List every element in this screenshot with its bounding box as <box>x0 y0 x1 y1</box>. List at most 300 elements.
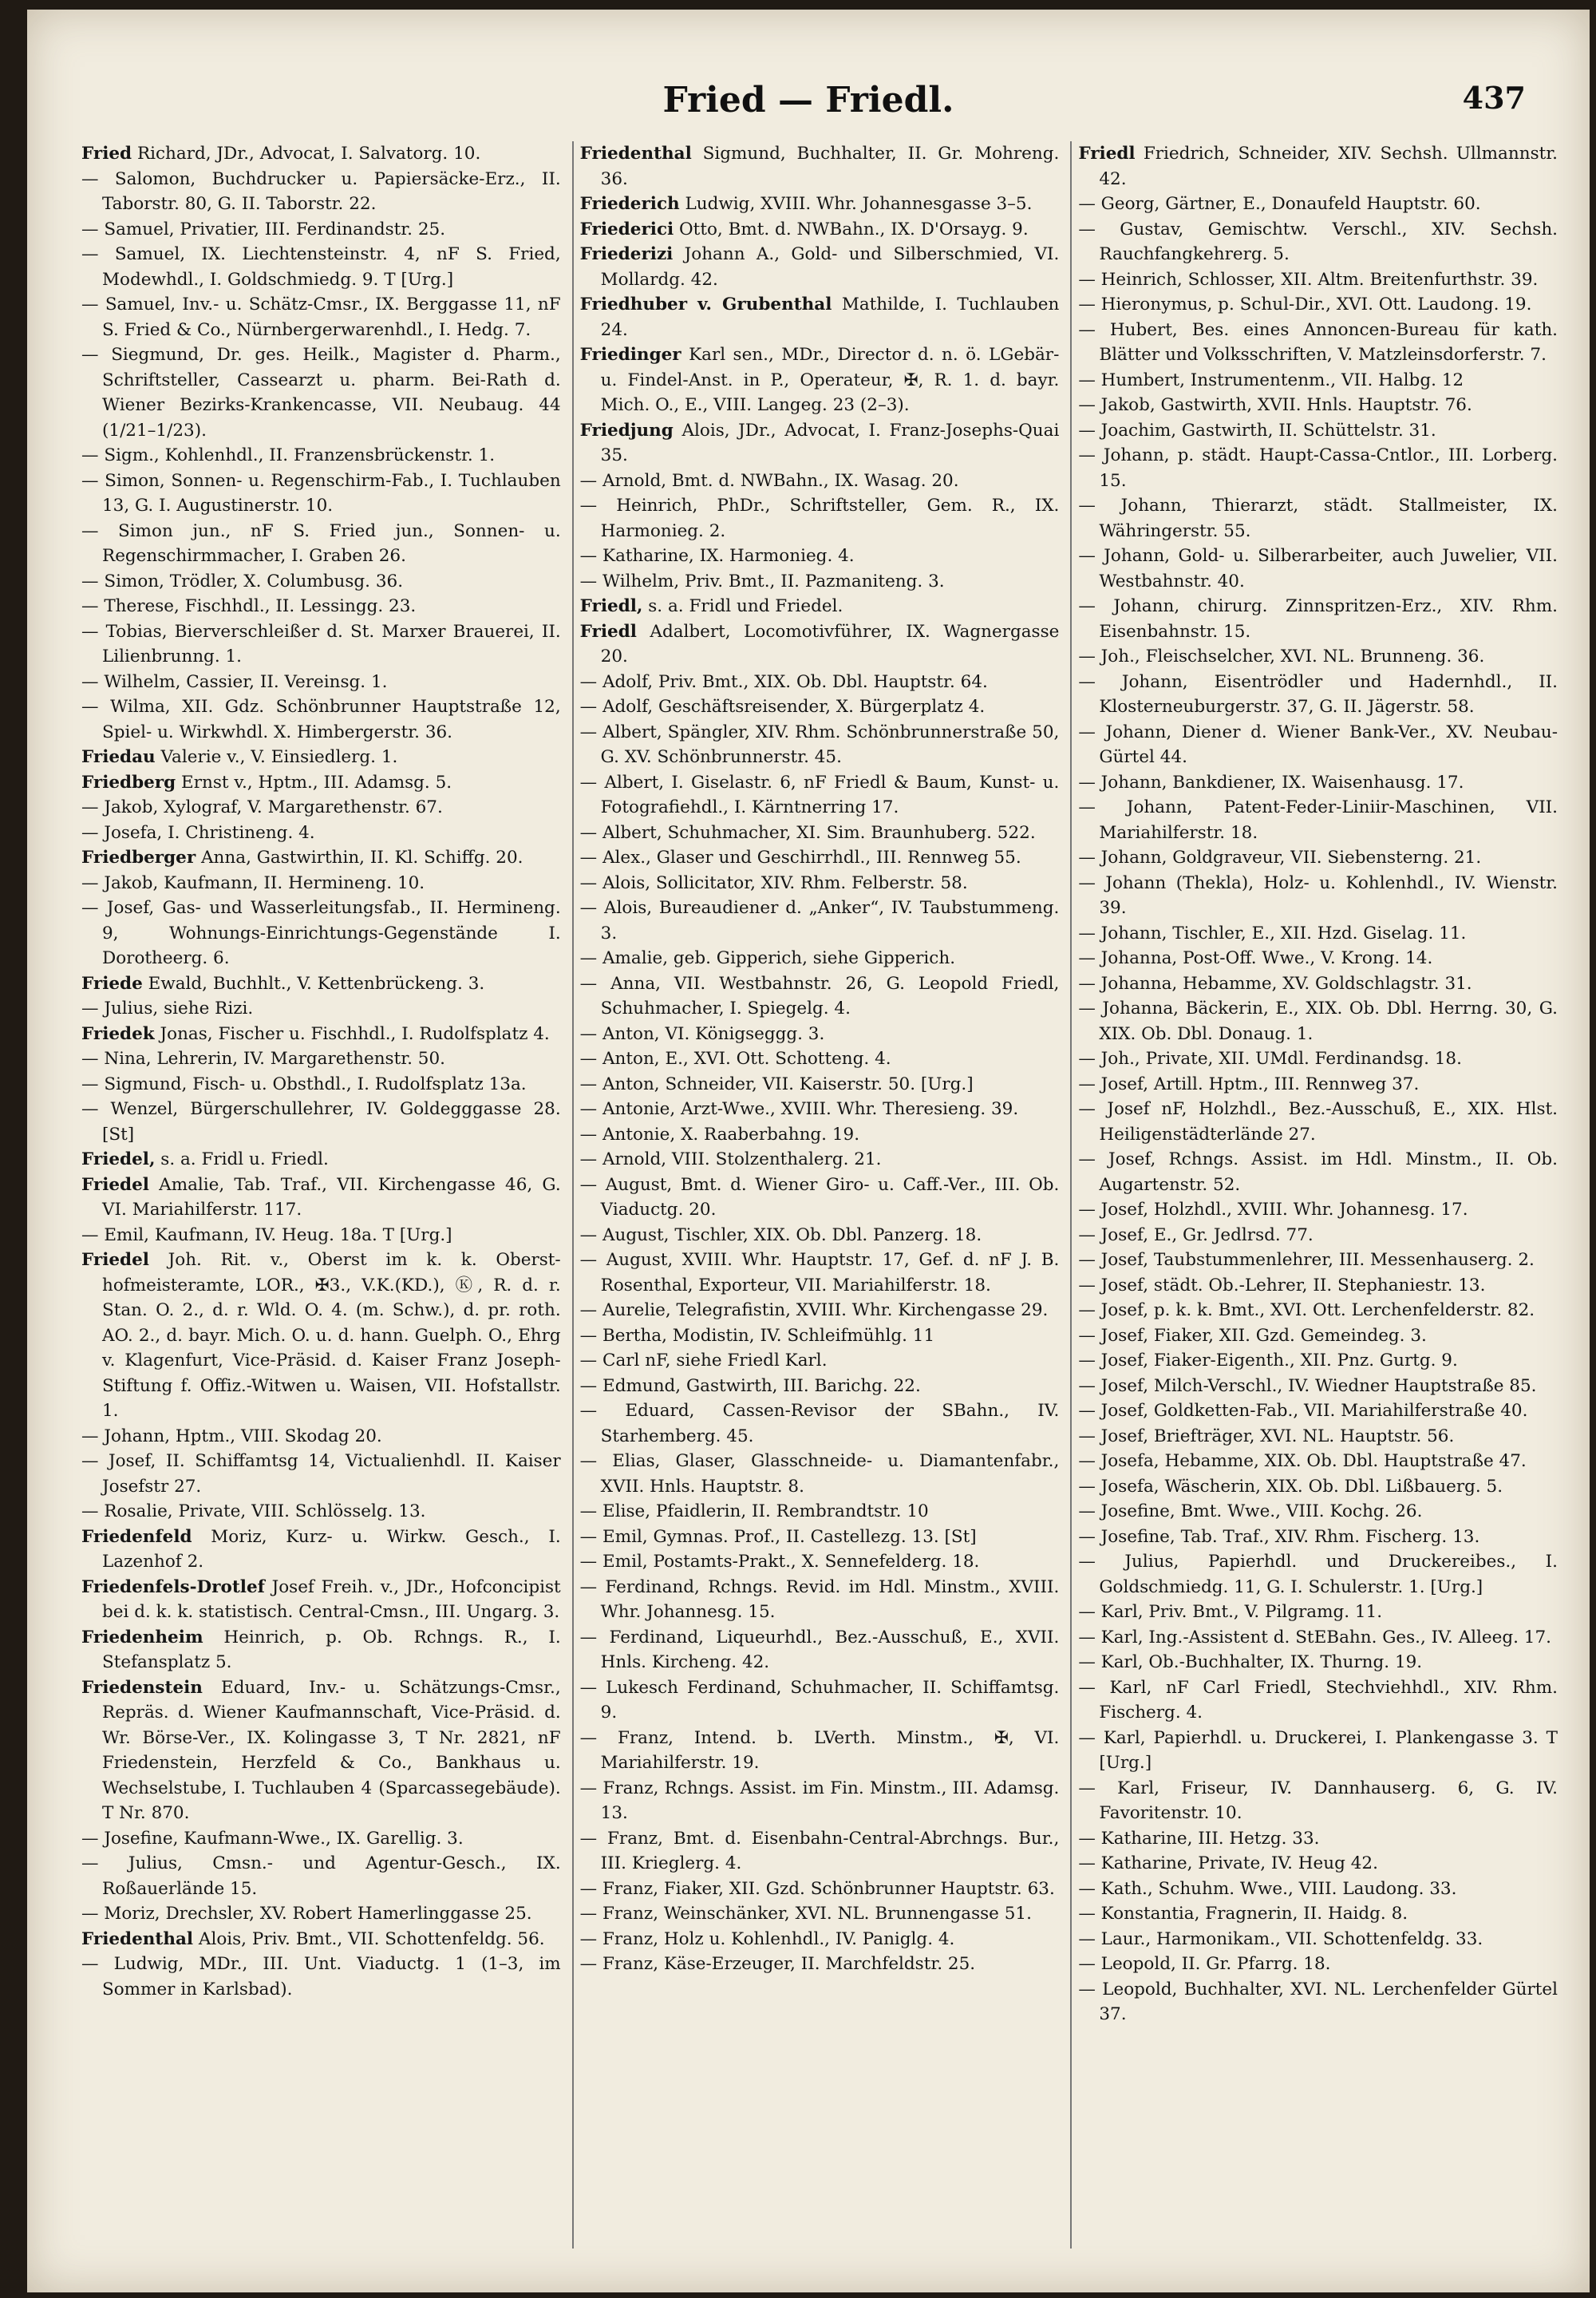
directory-entry <box>1078 1424 1558 1450</box>
directory-entry <box>1078 1223 1558 1248</box>
directory-entry <box>580 871 1060 896</box>
entry-details: — Karl, nF Carl Friedl, Stechviehhdl., XIV. Rhm. Fischerg. 4. <box>1078 1677 1558 1723</box>
directory-entry <box>81 1927 561 1952</box>
entry-details: — Karl, Papierhdl. u. Druckerei, I. Plankengasse 3. T [Urg.] <box>1078 1727 1558 1773</box>
entry-details: — Heinrich, Schlosser, XII. Altm. Breitenfurthstr. 39. <box>1078 269 1539 290</box>
entry-details: — Josef, p. k. k. Bmt., XVI. Ott. Lerchenfelderstr. 82. <box>1078 1300 1535 1320</box>
entry-details: — Emil, Postamts-Prakt., X. Sennefelderg. 18. <box>579 1552 980 1572</box>
directory-entry <box>580 1525 1060 1550</box>
directory-entry <box>1078 267 1558 293</box>
entry-details: — Samuel, Inv.- u. Schätz-Cmsr., IX. Berggasse 11, nF S. Fried & Co., Nürnbergerwarenhdl., I. Hedg. 7. <box>81 295 561 340</box>
entry-details: — Moriz, Drechsler, XV. Robert Hamerlinggasse 25. <box>81 1904 532 1924</box>
entry-details: — August, XVIII. Whr. Hauptstr. 17, Gef. d. nF J. B. Rosenthal, Exporteur, VII. Mariahilferstr. 18. <box>579 1250 1060 1295</box>
entry-details: — Heinrich, PhDr., Schriftsteller, Gem. R., IX. Harmonieg. 2. <box>579 496 1060 541</box>
entry-details: — Johann, chirurg. Zinnspritzen-Erz., XIV. Rhm. Eisenbahnstr. 15. <box>1078 596 1558 642</box>
directory-entry <box>81 770 561 796</box>
entry-details: s. a. Fridl u. Friedl. <box>160 1149 329 1169</box>
entry-surname: Friederici <box>579 219 674 239</box>
entry-details: — Arnold, Bmt. d. NWBahn., IX. Wasag. 20. <box>579 470 959 491</box>
directory-entry <box>81 342 561 443</box>
entry-surname: Friedenheim <box>81 1627 203 1647</box>
entry-details: — Hubert, Bes. eines Annoncen-Bureau für kath. Blätter und Volksschriften, V. Matzleinsdorferstr. 7. <box>1078 319 1558 365</box>
entry-details: Mathilde, I. Tuchlauben 24. <box>600 295 1060 340</box>
directory-entry <box>580 1549 1060 1575</box>
entry-details: Alois, JDr., Advocat, I. Franz-Josephs-Quai 35. <box>600 420 1060 465</box>
entry-surname: Friedberg <box>81 772 176 793</box>
entry-details: — Elise, Pfaidlerin, II. Rembrandtstr. 10 <box>579 1501 929 1521</box>
directory-entry <box>1078 1273 1558 1299</box>
entry-details: — Josef, Artill. Hptm., III. Rennweg 37. <box>1078 1074 1420 1094</box>
directory-entry <box>1078 1952 1558 1977</box>
directory-entry <box>580 1625 1060 1675</box>
entry-surname: Friedhuber v. Grubenthal <box>579 295 832 314</box>
entry-details: — Josef, Briefträger, XVI. NL. Hauptstr. 56. <box>1078 1426 1455 1446</box>
entry-surname: Friedl, <box>579 596 643 616</box>
directory-entry <box>1078 1197 1558 1223</box>
entry-details: — Franz, Rchngs. Assist. im Fin. Minstm., III. Adamsg. 13. <box>579 1778 1060 1823</box>
entry-details: — Sigm., Kohlenhdl., II. Franzensbrückenstr. 1. <box>81 445 496 465</box>
directory-entry <box>81 670 561 695</box>
entry-details: — Anton, Schneider, VII. Kaiserstr. 50. [Urg.] <box>579 1074 974 1094</box>
directory-entry <box>1078 141 1558 192</box>
directory-entry <box>1078 292 1558 318</box>
entry-details: — Johann, p. städt. Haupt-Cassa-Cntlor., III. Lorberg. 15. <box>1078 445 1558 491</box>
directory-entry <box>580 1022 1060 1047</box>
entry-details: — Samuel, Privatier, III. Ferdinandstr. 25. <box>81 219 446 239</box>
entry-details: — Franz, Bmt. d. Eisenbahn-Central-Abrchngs. Bur., III. Krieglerg. 4. <box>579 1828 1060 1873</box>
entry-details: — Laur., Harmonikam., VII. Schottenfeldg. 33. <box>1078 1928 1483 1949</box>
entry-surname: Friedenthal <box>579 144 692 164</box>
directory-entry <box>580 1952 1060 1977</box>
entry-details: — Katharine, IX. Harmonieg. 4. <box>579 546 855 566</box>
entry-details: — Gustav, Gemischtw. Verschl., XIV. Sechsh. Rauchfangkehrerg. 5. <box>1078 219 1558 264</box>
entry-details: — Jakob, Xylograf, V. Margarethenstr. 67. <box>81 797 443 817</box>
directory-entry <box>1078 1549 1558 1600</box>
entry-surname: Friedel, <box>81 1149 156 1169</box>
entry-details: Amalie, Tab. Traf., VII. Kirchengasse 46, G. VI. Mariahilferstr. 117. <box>102 1174 561 1220</box>
directory-entry <box>1078 1600 1558 1625</box>
directory-entry <box>580 418 1060 469</box>
entry-details: — August, Bmt. d. Wiener Giro- u. Caff.-Ver., III. Ob. Viaductg. 20. <box>579 1174 1060 1220</box>
entry-details: — Leopold, II. Gr. Pfarrg. 18. <box>1078 1954 1331 1974</box>
directory-entry <box>1078 1474 1558 1500</box>
directory-entry <box>1078 368 1558 394</box>
directory-entry <box>580 1072 1060 1098</box>
directory-entry <box>1078 1877 1558 1902</box>
entry-details: Alois, Priv. Bmt., VII. Schottenfeldg. 56. <box>198 1928 545 1949</box>
directory-entry <box>580 1499 1060 1525</box>
entry-details: — Julius, Cmsn.- und Agentur-Gesch., IX. Roßauerlände 15. <box>81 1853 561 1899</box>
directory-entry <box>580 670 1060 695</box>
directory-entry <box>1078 644 1558 670</box>
entry-details: — Johanna, Hebamme, XV. Goldschlagstr. 31. <box>1078 973 1472 994</box>
directory-entry <box>1078 493 1558 544</box>
directory-entry <box>81 569 561 595</box>
directory-entry <box>81 971 561 997</box>
entry-details: — Johann, Bankdiener, IX. Waisenhausg. 17. <box>1078 772 1464 793</box>
directory-entry <box>81 1223 561 1248</box>
directory-entry <box>1078 1977 1558 2027</box>
entry-surname: Friederizi <box>579 244 674 264</box>
entry-details: — Josefa, Wäscherin, XIX. Ob. Dbl. Lißbauerg. 5. <box>1078 1476 1503 1497</box>
directory-entry <box>81 1173 561 1223</box>
entry-details: — Julius, Papierhdl. und Druckereibes., I. Goldschmiedg. 11, G. I. Schulerstr. 1. [Urg.] <box>1078 1552 1558 1597</box>
entry-details: — Karl, Ing.-Assistent d. StEBahn. Ges., IV. Alleeg. 17. <box>1078 1627 1551 1647</box>
directory-entry <box>580 946 1060 971</box>
entry-details: Friedrich, Schneider, XIV. Sechsh. Ullmannstr. 42. <box>1099 144 1558 189</box>
directory-entry <box>580 1776 1060 1826</box>
entry-details: — Sigmund, Fisch- u. Obsthdl., I. Rudolfsplatz 13a. <box>81 1074 527 1094</box>
entry-details: — Rosalie, Private, VIII. Schlösselg. 13. <box>81 1501 426 1521</box>
directory-entry <box>1078 871 1558 921</box>
directory-entry <box>580 1675 1060 1726</box>
entry-details: — Joh., Private, XII. UMdl. Ferdinandsg. 18. <box>1078 1049 1462 1069</box>
entry-surname: Friedek <box>81 1023 155 1044</box>
entry-details: — Ferdinand, Liqueurhdl., Bez.-Ausschuß, E., XVII. Hnls. Kircheng. 42. <box>579 1627 1060 1672</box>
directory-entry <box>1078 1348 1558 1374</box>
entry-surname: Friedberger <box>81 848 196 868</box>
entry-surname: Friedenfeld <box>81 1526 192 1547</box>
entry-details: Ernst v., Hptm., III. Adamsg. 5. <box>181 772 452 793</box>
entry-details: Heinrich, p. Ob. Rchngs. R., I. Stefansplatz 5. <box>102 1627 561 1672</box>
entry-details: — Amalie, geb. Gipperich, siehe Gipperich. <box>579 948 956 968</box>
entry-details: Johann A., Gold- und Silberschmied, VI. Mollardg. 42. <box>600 244 1060 290</box>
directory-entry <box>1078 971 1558 997</box>
entry-details: — Therese, Fischhdl., II. Lessingg. 23. <box>81 596 417 616</box>
entry-details: — Anton, E., XVI. Ott. Schotteng. 4. <box>579 1049 891 1069</box>
directory-entry <box>81 795 561 821</box>
entry-details: Josef Freih. v., JDr., Hofconcipist bei d. k. k. statistisch. Central-Cmsn., III. Ungarg. 3. <box>102 1576 561 1622</box>
directory-entry <box>81 871 561 896</box>
directory-entry <box>81 141 561 167</box>
directory-entry <box>580 1223 1060 1248</box>
entry-details: — Simon, Sonnen- u. Regenschirm-Fab., I. Tuchlauben 13, G. I. Augustinerstr. 10. <box>81 470 561 516</box>
directory-entry <box>1078 1826 1558 1852</box>
entry-details: — Kath., Schuhm. Wwe., VIII. Laudong. 33. <box>1078 1878 1457 1899</box>
entry-surname: Friede <box>81 973 143 994</box>
entry-details: — Josefa, I. Christineng. 4. <box>81 822 315 843</box>
directory-entry <box>1078 1625 1558 1651</box>
entry-details: — Simon jun., nF S. Fried jun., Sonnen- u. Regenschirmmacher, I. Graben 26. <box>81 520 561 566</box>
entry-details: — Lukesch Ferdinand, Schuhmacher, II. Schiffamtsg. 9. <box>579 1677 1060 1723</box>
directory-entry <box>580 141 1060 192</box>
directory-entry <box>1078 946 1558 971</box>
entry-details: — Emil, Kaufmann, IV. Heug. 18a. T [Urg.] <box>81 1224 452 1245</box>
directory-entry <box>580 694 1060 720</box>
entry-surname: Friedenthal <box>81 1928 194 1949</box>
directory-entry <box>1078 996 1558 1046</box>
entry-details: — Carl nF, siehe Friedl Karl. <box>579 1351 828 1370</box>
entry-details: Sigmund, Buchhalter, II. Gr. Mohreng. 36. <box>600 144 1060 189</box>
directory-entry <box>1078 1675 1558 1726</box>
entry-details: — Josef, Gas- und Wasserleitungsfab., II. Hermineng. 9, Wohnungs-Einrichtungs-Gegenstände I. Dorotheerg. 6. <box>81 898 561 968</box>
entry-details: — Josef, Fiaker-Eigenth., XII. Pnz. Gurtg. 9. <box>1078 1351 1458 1370</box>
directory-entry <box>81 1248 561 1424</box>
directory-entry <box>580 1122 1060 1148</box>
directory-entry <box>1078 192 1558 217</box>
entry-details: — Josefa, Hebamme, XIX. Ob. Dbl. Hauptstraße 47. <box>1078 1451 1527 1471</box>
entry-details: — August, Tischler, XIX. Ob. Dbl. Panzerg. 18. <box>579 1224 982 1245</box>
directory-entry <box>580 1398 1060 1449</box>
entry-details: — Josefine, Kaufmann-Wwe., IX. Garellig. 3. <box>81 1828 464 1849</box>
entry-details: — Josef, Holzhdl., XVIII. Whr. Johannesg. 17. <box>1078 1200 1468 1220</box>
entry-details: — Johanna, Post-Off. Wwe., V. Krong. 14. <box>1078 948 1433 968</box>
directory-columns <box>81 141 1558 2249</box>
directory-entry <box>580 1901 1060 1927</box>
entry-details: — Josef, Fiaker, XII. Gzd. Gemeindeg. 3. <box>1078 1325 1427 1346</box>
entry-details: — Karl, Priv. Bmt., V. Pilgramg. 11. <box>1078 1602 1383 1622</box>
entry-details: — Josef, Taubstummenlehrer, III. Messenhauserg. 2. <box>1078 1250 1535 1270</box>
entry-surname: Friederich <box>579 194 680 214</box>
entry-details: — Albert, Spängler, XIV. Rhm. Schönbrunnerstraße 50, G. XV. Schönbrunnerstr. 45. <box>579 722 1060 767</box>
entry-details: — Josef, Goldketten-Fab., VII. Mariahilferstraße 40. <box>1078 1401 1528 1421</box>
entry-details: — Jakob, Kaufmann, II. Hermineng. 10. <box>81 872 425 893</box>
directory-entry <box>580 1374 1060 1399</box>
directory-entry <box>81 292 561 342</box>
entry-details: — Johann, Diener d. Wiener Bank-Ver., XV. Neubau-Gürtel 44. <box>1078 722 1558 767</box>
entry-surname: Friedau <box>81 747 156 767</box>
directory-entry <box>580 1097 1060 1122</box>
entry-details: — Bertha, Modistin, IV. Schleifmühlg. 11 <box>579 1325 935 1346</box>
entry-details: — Karl, Ob.-Buchhalter, IX. Thurng. 19. <box>1078 1652 1423 1672</box>
entry-details: — Edmund, Gastwirth, III. Barichg. 22. <box>579 1375 921 1396</box>
entry-details: — Johann, Patent-Feder-Liniir-Maschinen, VII. Mariahilferstr. 18. <box>1078 797 1558 843</box>
entry-surname: Friedel <box>81 1250 149 1270</box>
directory-entry <box>81 1022 561 1047</box>
entry-details: — Joh., Fleischselcher, XVI. NL. Brunneng. 36. <box>1078 647 1485 666</box>
directory-entry <box>580 192 1060 217</box>
entry-details: Ludwig, XVIII. Whr. Johannesgasse 3–5. <box>685 194 1033 214</box>
directory-entry <box>580 493 1060 544</box>
directory-entry <box>81 1826 561 1852</box>
entry-details: Eduard, Inv.- u. Schätzungs-Cmsr., Repräs. d. Wiener Kaufmannschaft, Vice-Präsid. d. Wr. Börse-Ver., IX. Kolingasse 3, T Nr. 2821, nF Friedenstein, Herzfeld & Co., Bankhaus u. Wechselstube, I. Tuchlauben 4 (Sparcassegebäude). T Nr. 870. <box>102 1677 561 1823</box>
entry-details: — Nina, Lehrerin, IV. Margarethenstr. 50. <box>81 1049 446 1069</box>
directory-entry <box>1078 1374 1558 1399</box>
directory-entry <box>81 167 561 217</box>
entry-surname: Friedl <box>579 621 637 642</box>
directory-entry <box>81 1147 561 1173</box>
entry-details: — Albert, Schuhmacher, XI. Sim. Braunhuberg. 522. <box>579 822 1036 843</box>
directory-entry <box>81 821 561 846</box>
entry-details: Jonas, Fischer u. Fischhdl., I. Rudolfsplatz 4. <box>160 1023 550 1044</box>
entry-details: — Adolf, Priv. Bmt., XIX. Ob. Dbl. Hauptstr. 64. <box>579 671 988 692</box>
directory-entry <box>580 469 1060 494</box>
directory-entry <box>580 1726 1060 1776</box>
page-header <box>27 80 1590 128</box>
entry-details: — Siegmund, Dr. ges. Heilk., Magister d. Pharm., Schriftsteller, Cassearzt u. pharm. Bei-Rath d. Wiener Bezirks-Krankencasse, VII. Neubaug. 44 (1/21–1/23). <box>81 345 561 441</box>
directory-entry <box>580 569 1060 595</box>
entry-details: — Adolf, Geschäftsreisender, X. Bürgerplatz 4. <box>579 697 986 717</box>
directory-entry <box>81 469 561 519</box>
directory-entry <box>1078 1901 1558 1927</box>
directory-entry <box>580 1826 1060 1877</box>
directory-entry <box>1078 1525 1558 1550</box>
entry-details: Karl sen., MDr., Director d. n. ö. LGebär- u. Findel-Anst. in P., Operateur, ✠, R. 1. d. bayr. Mich. O., E., VIII. Langeg. 23 (2–3). <box>600 345 1060 415</box>
entry-details: Joh. Rit. v., Oberst im k. k. Oberst-hofmeisteramte, LOR., ✠3., V.K.(KD.), Ⓚ, R. d. r. Stan. O. 2., d. r. Wld. O. 4. (m. Schw.), d. pr. roth. AO. 2., d. bayr. Mich. O. u. d. hann. Guelph. O., Ehrg v. Klagenfurt, Vice-Präsid. d. Kaiser Franz Joseph-Stiftung f. Offiz.-Witwen u. Waisen, VII. Hofstallstr. 1. <box>102 1250 561 1421</box>
entry-surname: Friedel <box>81 1174 149 1195</box>
directory-entry <box>580 342 1060 418</box>
entry-details: Valerie v., V. Einsiedlerg. 1. <box>160 747 398 767</box>
entry-surname: Friedl <box>1078 144 1136 164</box>
directory-entry <box>1078 318 1558 368</box>
directory-entry <box>81 519 561 569</box>
column-left <box>81 141 561 2249</box>
directory-entry <box>1078 845 1558 871</box>
directory-entry <box>1078 1776 1558 1826</box>
entry-details: — Franz, Käse-Erzeuger, II. Marchfeldstr. 25. <box>579 1954 976 1974</box>
directory-entry <box>81 896 561 971</box>
entry-details: — Antonie, X. Raaberbahng. 19. <box>579 1124 860 1145</box>
directory-entry <box>81 1575 561 1625</box>
entry-details: — Alois, Bureaudiener d. „Anker“, IV. Taubstummeng. 3. <box>579 898 1060 943</box>
directory-entry <box>81 1952 561 2002</box>
entry-details: — Wilhelm, Cassier, II. Vereinsg. 1. <box>81 671 388 692</box>
directory-entry <box>580 1147 1060 1173</box>
entry-details: — Albert, I. Giselastr. 6, nF Friedl & Baum, Kunst- u. Fotografiehdl., I. Kärntnerring 17. <box>579 772 1060 817</box>
entry-details: s. a. Fridl und Friedel. <box>648 596 843 616</box>
directory-entry <box>580 1173 1060 1223</box>
entry-details: — Johanna, Bäckerin, E., XIX. Ob. Dbl. Herrng. 30, G. XIX. Ob. Dbl. Donaug. 1. <box>1078 999 1558 1044</box>
directory-entry <box>580 1046 1060 1072</box>
directory-entry <box>1078 1298 1558 1323</box>
entry-details: — Josef, E., Gr. Jedlrsd. 77. <box>1078 1224 1314 1245</box>
directory-entry <box>1078 1927 1558 1952</box>
directory-entry <box>580 1248 1060 1298</box>
entry-details: Ewald, Buchhlt., V. Kettenbrückeng. 3. <box>148 973 485 994</box>
directory-entry <box>1078 770 1558 796</box>
directory-entry <box>1078 795 1558 845</box>
directory-entry <box>580 619 1060 670</box>
entry-details: — Wilma, XII. Gdz. Schönbrunner Hauptstraße 12, Spiel- u. Wirkwhdl. X. Himbergerstr. 36. <box>81 697 561 742</box>
entry-details: — Johann, Hptm., VIII. Skodag 20. <box>81 1426 382 1446</box>
directory-entry <box>81 1097 561 1147</box>
directory-entry <box>1078 1248 1558 1273</box>
entry-details: — Josefine, Bmt. Wwe., VIII. Kochg. 26. <box>1078 1501 1423 1521</box>
directory-entry <box>1078 1650 1558 1675</box>
entry-details: — Elias, Glaser, Glasschneide- u. Diamantenfabr., XVII. Hnls. Hauptstr. 8. <box>579 1451 1060 1497</box>
entry-surname: Friedjung <box>579 420 674 441</box>
entry-details: — Humbert, Instrumentenm., VII. Halbg. 12 <box>1078 370 1464 390</box>
entry-details: — Johann, Tischler, E., XII. Hzd. Giselag. 11. <box>1078 923 1467 943</box>
entry-details: — Samuel, IX. Liechtensteinstr. 4, nF S. Fried, Modewhdl., I. Goldschmiedg. 9. T [Urg.] <box>81 244 561 290</box>
entry-surname: Friedenfels-Drotlef <box>81 1576 265 1597</box>
entry-details: Adalbert, Locomotivführer, IX. Wagnergasse 20. <box>600 621 1060 666</box>
directory-entry <box>580 1298 1060 1323</box>
directory-entry <box>1078 1499 1558 1525</box>
directory-entry <box>580 292 1060 342</box>
directory-entry <box>1078 1398 1558 1424</box>
directory-entry <box>1078 1726 1558 1776</box>
entry-surname: Fried <box>81 144 132 164</box>
entry-details: Anna, Gastwirthin, II. Kl. Schiffg. 20. <box>201 848 523 868</box>
entry-details: — Wilhelm, Priv. Bmt., II. Pazmaniteng. 3. <box>579 571 945 591</box>
entry-details: — Johann, Thierarzt, städt. Stallmeister, IX. Währingerstr. 55. <box>1078 496 1558 541</box>
entry-details: — Josef, Milch-Verschl., IV. Wiedner Hauptstraße 85. <box>1078 1375 1537 1396</box>
entry-details: — Tobias, Bierverschleißer d. St. Marxer Brauerei, II. Lilienbrunng. 1. <box>81 621 561 666</box>
entry-details: — Eduard, Cassen-Revisor der SBahn., IV. Starhemberg. 45. <box>579 1401 1060 1446</box>
directory-entry <box>580 971 1060 1022</box>
directory-entry <box>1078 1851 1558 1877</box>
directory-entry <box>81 217 561 243</box>
entry-details: — Ferdinand, Rchngs. Revid. im Hdl. Minstm., XVIII. Whr. Johannesg. 15. <box>579 1576 1060 1622</box>
directory-entry <box>1078 1097 1558 1147</box>
entry-details: — Antonie, Arzt-Wwe., XVIII. Whr. Theresieng. 39. <box>579 1099 1019 1119</box>
directory-entry <box>81 1449 561 1499</box>
entry-details: — Georg, Gärtner, E., Donaufeld Hauptstr. 60. <box>1078 194 1481 214</box>
entry-details: — Julius, siehe Rizi. <box>81 999 254 1018</box>
directory-entry <box>580 720 1060 770</box>
directory-entry <box>580 770 1060 821</box>
directory-entry <box>1078 443 1558 493</box>
entry-details: — Franz, Intend. b. LVerth. Minstm., ✠, VI. Mariahilferstr. 19. <box>579 1727 1060 1773</box>
entry-details: — Alex., Glaser und Geschirrhdl., III. Rennweg 55. <box>579 848 1021 868</box>
directory-entry <box>81 1499 561 1525</box>
entry-details: — Ludwig, MDr., III. Unt. Viaductg. 1 (1–3, im Sommer in Karlsbad). <box>81 1954 561 1999</box>
entry-details: — Johann (Thekla), Holz- u. Kohlenhdl., IV. Wienstr. 39. <box>1078 872 1558 918</box>
column-middle <box>572 141 1060 2249</box>
directory-entry <box>1078 393 1558 418</box>
directory-entry <box>580 1927 1060 1952</box>
entry-details: — Wenzel, Bürgerschullehrer, IV. Goldegggasse 28. [St] <box>81 1099 561 1145</box>
directory-entry <box>580 217 1060 243</box>
entry-details: — Katharine, Private, IV. Heug 42. <box>1078 1853 1378 1873</box>
directory-entry <box>1078 921 1558 947</box>
directory-entry <box>81 694 561 745</box>
directory-entry <box>1078 1147 1558 1197</box>
entry-details: — Johann, Goldgraveur, VII. Siebensterng. 21. <box>1078 848 1482 868</box>
directory-entry <box>81 443 561 469</box>
entry-details: — Franz, Holz u. Kohlenhdl., IV. Paniglg. 4. <box>579 1928 955 1949</box>
entry-details: — Aurelie, Telegrafistin, XVIII. Whr. Kirchengasse 29. <box>579 1300 1049 1320</box>
directory-entry <box>81 1525 561 1575</box>
directory-entry <box>580 845 1060 871</box>
directory-entry <box>81 1625 561 1675</box>
directory-entry <box>580 1575 1060 1625</box>
directory-entry <box>1078 594 1558 644</box>
column-right <box>1070 141 1558 2249</box>
entry-details: — Simon, Trödler, X. Columbusg. 36. <box>81 571 404 591</box>
directory-entry <box>580 1348 1060 1374</box>
entry-details: — Anna, VII. Westbahnstr. 26, G. Leopold Friedl, Schuhmacher, I. Spiegelg. 4. <box>579 973 1060 1018</box>
entry-details: — Arnold, VIII. Stolzenthalerg. 21. <box>579 1149 882 1169</box>
directory-entry <box>580 594 1060 619</box>
entry-details: — Joachim, Gastwirth, II. Schüttelstr. 31. <box>1078 420 1436 441</box>
directory-entry <box>580 1877 1060 1902</box>
directory-entry <box>81 1675 561 1826</box>
directory-entry <box>81 996 561 1022</box>
directory-entry <box>1078 670 1558 720</box>
directory-entry <box>81 242 561 292</box>
directory-entry <box>1078 1072 1558 1098</box>
directory-entry <box>81 1424 561 1450</box>
entry-details: — Josef nF, Holzhdl., Bez.-Ausschuß, E., XIX. Hlst. Heiligenstädterlände 27. <box>1078 1099 1558 1145</box>
directory-entry <box>580 821 1060 846</box>
page-number: 437 <box>1462 80 1526 116</box>
entry-details: — Josef, II. Schiffamtsg 14, Victualienhdl. II. Kaiser Josefstr 27. <box>81 1451 561 1497</box>
entry-surname: Friedenstein <box>81 1677 203 1698</box>
entry-details: — Johann, Eisentrödler und Hadernhdl., II. Klosterneuburgerstr. 37, G. II. Jägerstr. 58. <box>1078 671 1558 717</box>
entry-details: Richard, JDr., Advocat, I. Salvatorg. 10. <box>136 144 481 164</box>
running-head: Fried — Friedl. <box>662 80 954 121</box>
directory-entry <box>81 745 561 770</box>
entry-details: — Katharine, III. Hetzg. 33. <box>1078 1828 1320 1849</box>
entry-details: — Johann, Gold- u. Silberarbeiter, auch Juwelier, VII. Westbahnstr. 40. <box>1078 546 1558 591</box>
directory-entry <box>1078 1046 1558 1072</box>
entry-details: — Salomon, Buchdrucker u. Papiersäcke-Erz., II. Taborstr. 80, G. II. Taborstr. 22. <box>81 168 561 214</box>
entry-details: — Karl, Friseur, IV. Dannhauserg. 6, G. IV. Favoritenstr. 10. <box>1078 1778 1558 1823</box>
directory-entry <box>81 845 561 871</box>
directory-entry <box>1078 1323 1558 1349</box>
